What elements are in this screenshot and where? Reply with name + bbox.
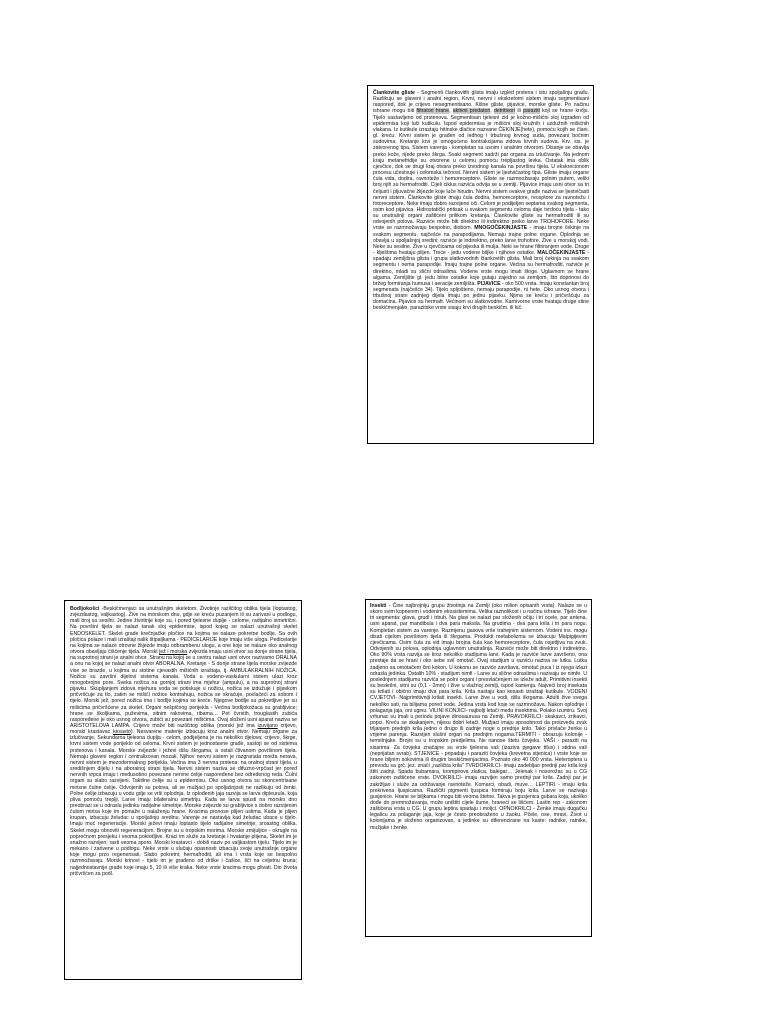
clankovite-gliste-continuation: Člankovite gliste imaju čula dodira, hemoreceptore, receptore za ravnotežu i fotoreceptore. Neke imaju dobro razvijene oči. Celom je podijeljen septama svakog segmenta, osim kod pijavica. Hidrostatički pritisak u svakom segmentu celoma daje tvrdoću tijela - tako su unutrašnji organi zaštićeni prilikom kretanja. Člankovite gliste su hermafroditi ili su odvojenih polova. Razviće može biti direktno ili indirektno preko larve TROHOFORE. Neke vrste se razmnožavaju bespolno, diobom.	[373, 194, 589, 232]
highlight-term: paraziti	[523, 108, 540, 115]
highlight-term: aktivni predatori	[452, 108, 491, 115]
underlined-term: kesasto	[112, 729, 131, 736]
text-box-bodljokosci	[64, 600, 302, 980]
insekti-title: Insekti	[370, 603, 387, 609]
text-box-insekti	[365, 599, 592, 937]
bodljokosci-body	[70, 606, 297, 877]
clankovite-gliste-title: Člankovite gliste	[373, 90, 415, 96]
bodljokosci-title: Bodljokošci	[70, 606, 100, 612]
underlined-term: izuvijano	[257, 722, 278, 729]
section-text-mnogocekinjaste: - imaju brojne čekinje na svakom segmentu, najčešće na parapodijama. Nemaju trajne polne organe. Oplodnja se obavlja u spoljašnjoj sredini; razviće je indirektno, preko larve trohofore. Žive u morskoj vodi. Neke su sesilne. Žive u cjevčicama od pijeska ili mulja. Neki se hrane filtriranjem vode. Druge - klještima hvataju plijen. Treće - jedu vodene biljke i njihove ostatke.	[373, 225, 589, 257]
section-text-malocekinjaste: - spadaju zemljišna glista i grupa slatkovodnih člankovitih glista. Mali broj čekinja na svakom segmentu i nema parapodije. Imaju trajne polne organe. Većina su hermafroditi, razviće je direktno, mladi su slični odraslima. Vodene vrste mogu imati škrge. Uglavnom se hrane algama. Zemljište gl. jedu bilne ostatke koje gutaju zajedno sa zemljom, što doprinosi do bržeg formiranja humusa i aeracije zemljišta.	[373, 250, 589, 287]
insekti-text: - Čine najbrojniju grupu životinja na Zemlji (oko milion opisanih vrsta). Nalaze se u skoro svim kopnenim i vodenim ekosistemima. Velika raznolikost i u načinu ishrane. Tijelo čine tri segmenta: glava, grudi i trbuh. Na glavi se nalazi par složenih očiju i tri ocele, par antena, usni aparat, par mandibula i dva para maksila. Na grudima - dva para krila i tri para nogu. Kompletan sistem za varenje. Razmjenu gasova vrše trahejnim sistemom. Vodeni ins. mogu disati cijelom površinom tijela ili škrgama. Produkti metabolizma se izbacuju Malpigijevim cjevčicama. Osim čula za vid imaju brojna čula kao hemoreceptore, čula osjetljiva na zvuk. Odvojenih su polova, oplodnja uglavnom unutrašnja. Razviće može biti direktno i indirektno. Oko 90% vrsta razvija se kroz nekoliko stadijuma larvi. Kada je razviće larve završeno, ona prestaje da se hrani i oko sebe svil omotač. Ovaj stadijum u razviću naziva se lutka. Lutka zadjeno sa omotačem čini kokon. U kokonu se razviće završava, omotač puca i iz njega izlazi odrasla jedinka. Ostalih 10% - stadijum nimfi - Larve su slične odraslima i nazivaju se nimfe. U poslednjem stadijumu razvića se polni organi i presvlačenjem se izleže adult. Primitivni insekti su beskrilni, sitni su (0,1 - 2mm) i žive u vlažnoj zemlji, ispod kamenja. Najveći broj insekata su krilati i obično imaju dva para krila. Krila nastaju kao kesasti izraštaji kutikule. VODENI CVJETOVI- Najprimitivniji krilati insekti. Larve žive u vodi, dišu škrgama. Adulti žive svega nekoliko sati, na bilijama pored vode. Jedina vrsta kod koje se razmnožava. Nakon oplodnje i polaganja jaja, oni uginu. VILINI KONJICI- najbolji letači među insektima. Polako izumiru. Svoj vrhunac su imali u periodu pojave dinosaurusa na Zemlji. PRAVOKRILCI- skakavci, zrikavci, popci. Kreću se skakanjem, nijesu dobri letači. Mužjaci imaju sposobnost da proizvedu zvuk trljanjem prednjih krila jedno o drugo ili zadnje noge o prednje krilo. Tako privlače ženke u vrijeme parenja. Razvijen slušni organ na prednjim nogama.TERMITI - obrazuju kolonije - termitnjake. Brojni su u tropskim predjelima. Ne nanose štetu čovjeku. VAŠI - paraziti na sisarima. Za čovjeka značajne su vrste tjelesna vaš (izaziva pjegave tifus) i stidna vaš (neprijatan svrab). STJENICE - pripadaju i paraziti čovjeka (krevetna stjenica) i vrste koje se hrane biljnim sokovima ili drugim beskičmenjacima. Poznato oko 40 000 vrsta. Heteroptera u prevodu sa grč. jez. znači „različita krila" TVRDOKRILCI- imaju zadebljao prednji par krila koji štiti zadnji. Spada bubamara, krompirova zlatica, balegar… Jelenak i nosorožac su u CG zakonom zaštićene vrste. DVOKRILCI- imaju razvijen samo prednji par krila. Zadnji par je zakržljao i služe za održavanje ravnoteže. Komarci, obadi, muve… LEPTIRI - imaju krila prekrivena ljuspicama. Različiti pigmenti ljuspica formiraju boju krila. Larve se nazivaju gusjenice. Hrane se biljkama i mogu biti veoma štetne. Takva je gusjenica gubara koja, ukoliko dođe do premnožavanja, može uništiti cijele šume, hraneći se lišćem. Lastin rep - zakonom zaštićena vrsta u CG. U grupu leptira spadaju i moljci. OPNOKRILCI - Ženke imaju dugačku legalicu za polaganje jaja, koje je često preobraženo u žaoku. Pčele, ose, mravi. Život u kolonijama je složeno organizovan, a jedinke su diferencirane na kaste: radnike, ratnike, mužjake i ženke.	[370, 603, 587, 831]
clankovite-gliste-text: - Segmenti člankovitih glista imaju izgled prstena i istu spoljašnju građu. Razlikuju se glaveni i analni region. Krvni, nervni i ekskretorni sistem imaju segmentisani raspored, dok je crijevo nesegmentisano. Kišne gliste, pijavice, morske gliste. Po načinu ishrane mogu biti filtratori hrane, aktivni predatori, detritivori ili paraziti koji se hrane krvlju. Tijelo sastavljeno od prstenova. Segmentisan tjelesni zid je kožno-mišićni sloj izgrađen od epidermisa koji luči kutikulu. Ispod epidermisa je mišićni sloj kružnih i uzdužnih mišićnih vlakana. Iz kutikule izrastaju hitinske dlačice nazvane ČEKINJE(hete), pomoću kojih se člani. gl. kreću. Krvni sistem je građen od leđnog i trbušnog krvnog suda, povezani bočnim sudovima. Kretanje krvi je omogućeno kontrakcijama zidova krvnih sudova. Krv. sis. je zatvorenog tipa. Sistem varenja - kompletan sa usnim i analnim otvorom. Disanje se obavlja preko kože, rijeđe preko škrga. Svaki segment sadrži par organa za izlučivanje. Na jednom kraju metanefridije su otvorene u celomu pomoću trepljastog levka. Ostatak ima oblik cjevčice, dok se drugi kraj otvara preko izvodnog kanala na površinu tijela. U ekskrecionom procesu učestvuje i celomska tečnost. Nervni sistem je ljestvičastog tipa. Gliste imaju organe čula vida, dodira, ravnoteže i hemoreceptore. Gliste se razmnožavaju polnim putem, veliki broj njih su hermafroditi. Cijeli ciklus razvića odvija se u zemlji. Pijavice imaju usni otvor sa tri čeljusti i pljuvačne žlijezde koje luče hirudin. Nervni sistem ovakve građe naziva se ljestvičasti nervni sistem.	[373, 90, 590, 201]
section-heading-mnogocekinjaste: MNOGOČEKINJASTE	[474, 225, 528, 232]
clankovite-gliste-body	[373, 90, 589, 312]
highlight-term: filtratori hrane	[416, 108, 450, 115]
section-text-pijavice: - oko 500 vrsta. Imaju konstantan broj segmenata (najčešće 34). Tijelo spljošteno, nemaju parapodije, ni hete. Oko usnog otvora i trbušnoj strani zadnjeg dijela imaju po jednu pijavku. Njima se kreću i pričvršćuju za domaćina. Pijavice su hermafr. Većinom su slatkovodne. Karnivorne vrste hvataju druge sitne beskičmenjake, parazitske vrste sisaju krvi drugih beskičm. ili kič.	[373, 280, 589, 312]
underlined-term: jež i morska	[159, 649, 188, 656]
highlight-term: detritivori	[493, 108, 516, 115]
section-heading-pijavice: PIJAVICE	[477, 280, 501, 287]
text-box-clankovite-gliste	[367, 85, 594, 444]
section-heading-malocekinjaste: MALOČEKINJASTE	[537, 250, 586, 257]
insekti-body	[370, 603, 587, 831]
bodljokosci-text: -Beskičmenjaci sa unutrašnjim skeletom. Životinje različitog oblika tijela (loptastog, zvjezdastog, valjkastog). Žive na morskom dnu, gdje se kreću puzanjem ili su zarivani u podlogu, mali broj su sesilni. Jedine životinje koje su, i pored tjelesne duplje - celome, radijalno simetrični. Na površini tijela se nalazi tanak sloj epidermise, ispod kojeg se nalazi unutrašnji skelet ENDOSKELET. Skelet grade krečnjačke pločice na kojima se nalaze pokretne bodlje. Sa ovih pločica polaze i mali izraštaji nalik štipaljkama - PEDICELARIJE koje imaju više uloga. Pedicelarije na kojima se nalaze otrovne žlijezde imaju odbrambenu ulogu, a one koje se nalaze oko analnog otvora obavljaju čišćenje tijela. Morski jež i morska zvijezda imaju usni otvor sa donje strane tijela, na suprotnoj strani je analni otvor. Stranu na kojoj se u centru nalazi usni otvor nazivamo ORALNA a onu na kojoj se nalazi analni otvor ABORALNA. Kretanje - S donje strane tijela morske zvijezde vise se brazde, u kojima su stotine cjevastih mišićnih izraštaja, tj. AMBULAKRALNIH NOŽICA. Nožice su završni dijelovi sistema kanala. Voda u vodeno-vaskularni sistem ulazi kroz mnogobrojne pore. Sveka nožica na gornjoj strani ima mjehur (ampulu), a na suprotnoj strani pijavku. Skupljanjem zidova mjehura voda se potiskuje u nožicu, nožica se izdužuje i pijavkom pričvršćuje za tlo, zatim se mišići nožice kontrahuju, nožica se skraćuje, povlačeći za sobom i tijelo. Morski jež, pored nožica ima i bodlje kojima se kreće. Njegove bodlje su pokretljive jer su mišićima pričvršćene za skelet. Organi nešpičnog perijekla - Većina bodljokožaca su grabljivice; hrane se školjkama, puževima, sitnim rakovima, ribama… Pet čvrstih, trouglastih zubića raspoređene je oko usnog otvora, zubići su povezani mišićima. Ovaj složeni usni aparat naziva se ARISTOTELOVA LAMPA. Crijevo može biti različitog oblika (morski jež ima izuvijano crijevo, morski krastavac kesasto). Nesvarene materije izbacuju kroz analni otvor. Nemaju organe za izlučivanje. Sekundarna tjelesna duplja - celom, podijeljena je na nekoliko djelova; crijevo, škrge, krvni sistem vode porijeklo od celoma. Krvni sistem je jednostavne građe, sastoji se od sistema prstenova i kanala. Morske zvijezde i ježevi dišu škrgama, a ostali člivanom površinom tijela. Nemaju glaveni region i centralizovan mozak. Njihov nervni sistem je razgranata mreža nerava, nervni sistem je mezodermalnog porijekla. Većina ima 3 nervna prstena: na oralnoj strani tijela, u središnjem dijelu i na aboralnoj strani tijela. Nervni sistem naziva se difuzno-vrpčast jer pored nervnih vrpca imaju i međusobno povezane nervne ćelije raspoređene bez određenog reda. Čulni organi su slabo razvijeni. Taktilne ćelije su u epidermisu. Oko usnog otvora su skoncentrisane mirisne čulne ćelije. Odvojenih su polova, ali se mužjaci po spoljašnjosti ne razlikuju od ženki. Polne ćelije izbacuju u vodu gdje se vrši oplodnja. Iz oplođenih jaja razvija se larva dipleurula, koja pliva pomoću treplji. Larve imaju bilateralnu simetriju. Kada se larva spusti na morsko dno preobrazi se u odraslu jedinku radijalne simetrije. Morske zvijezde su grabljivice s dobro razvijenim čulom mirisa koje im pomaže u nalaženju hrane. Kracima pronose plijen ustima. Kada je plijen krupan, izbacuju želudac u spoljašnju sredinu. Varenje se nastavlja kad želudac ubace u tijelo. Imaju moć regeneracije. Morski ježevi imaju loptasto tijelo radijalne simetrije; sroastog oblika. Skelet mogu obnoviti regeneracijom. Brojne su u tropskim morima. Morske zmijuljice - okrugle na poprečnom presjeku i veoma pokretljive. Kraci im služe za kretanje i hvatanje plijena. Skelet im je snažno razvijen; rasti veoma sporo. Morski krastavci - dobili naziv po valjkastom tijelu. Tijelo im je mekano i zarivene u podlogu. Neke vrste u slučaju opasnosti izbacuju svoje unutrašnje organe koje mogu przo regenerisati. Slabo pokretni; hermafroditi, ali ima i vrsta koje se bespolno razmnožavaju. Morski krinovi - tijelo im je građeno od drške i čašice, šči na cvijetnu kruna; najjednostavnije građe koje imaju 5, 10 ili više kraka. Neke vrste kracima mogu plivati. Dio života pričvršćen za podl.	[70, 606, 298, 877]
